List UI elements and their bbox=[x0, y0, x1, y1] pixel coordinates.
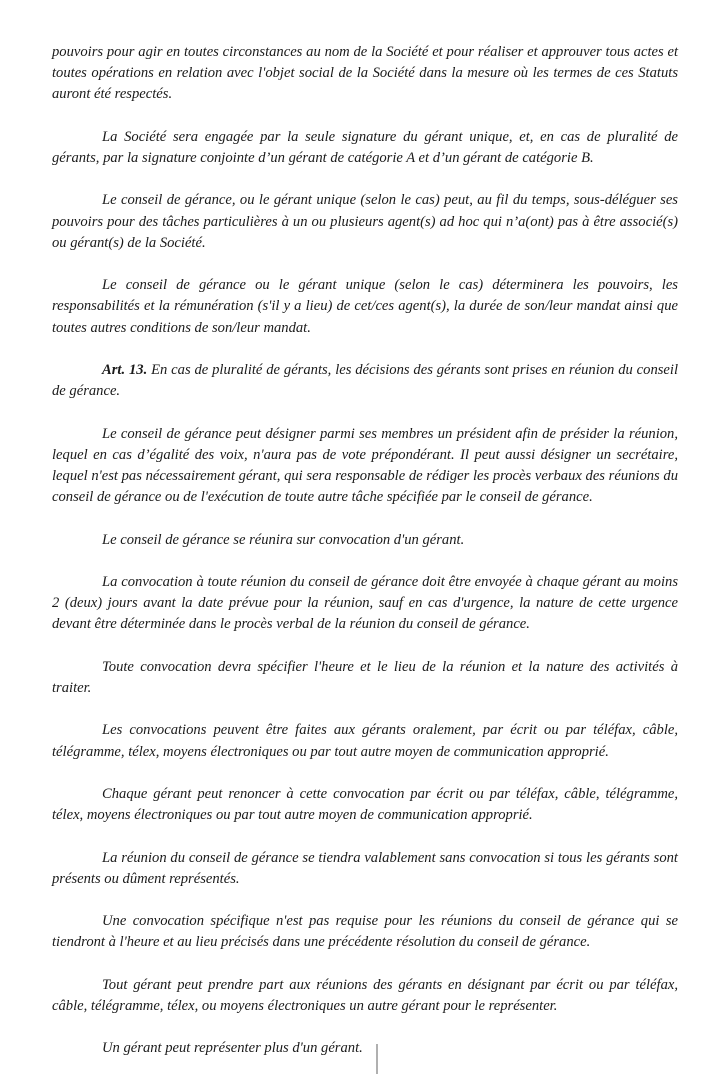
paragraph-continuation: pouvoirs pour agir en toutes circonstances au nom de la Société et pour réaliser et approuver tous actes et toutes opérations en relation avec l'objet social de la Société dans la mesure où les termes de ces Statuts auront été respectés. bbox=[52, 44, 678, 103]
paragraph-agent-powers: Le conseil de gérance ou le gérant unique (selon le cas) déterminera les pouvoirs, les responsabilités et la rémunération (s'il y a lieu) de cet/ces agent(s), la durée de son/leur mandat ainsi que toutes autres conditions de son/leur mandat. bbox=[52, 277, 678, 336]
paragraph-convocation-content: Toute convocation devra spécifier l'heure et le lieu de la réunion et la nature des activités à traiter. bbox=[52, 658, 678, 696]
paragraph-president: Le conseil de gérance peut désigner parmi ses membres un président afin de présider la réunion, lequel en cas d’égalité des voix, n'aura pas de vote prépondérant. Il peut aussi désigner un secrétaire, lequel n'est pas nécessairement gérant, qui sera responsable de rédiger les procès verbaux des réunions du conseil de gérance ou de l'exécution de toute autre tâche spécifiée par le conseil de gérance. bbox=[52, 425, 678, 506]
article-13-text: En cas de pluralité de gérants, les décisions des gérants sont prises en réunion du conseil de gérance. bbox=[52, 361, 679, 400]
document-body bbox=[52, 42, 678, 1060]
paragraph-valid-meeting: La réunion du conseil de gérance se tiendra valablement sans convocation si tous les gérants sont présents ou dûment représentés. bbox=[52, 849, 678, 887]
paragraph-waiver: Chaque gérant peut renoncer à cette convocation par écrit ou par téléfax, câble, télégramme, télex, moyens électroniques ou par tout autre moyen de communication approprié. bbox=[52, 785, 678, 824]
paragraph-article-13 bbox=[52, 360, 678, 402]
article-label: Art. 13. bbox=[102, 361, 148, 378]
paragraph-sub-delegation: Le conseil de gérance, ou le gérant unique (selon le cas) peut, au fil du temps, sous-déléguer ses pouvoirs pour des tâches particulières à un ou plusieurs agent(s) ad hoc qui n’a(ont) pas à être associé(s) ou gérant(s) de la Société. bbox=[52, 192, 678, 251]
paragraph-proxy: Tout gérant peut prendre part aux réunions des gérants en désignant par écrit ou par téléfax, câble, télégramme, télex, ou moyens électroniques un autre gérant pour le représenter. bbox=[52, 976, 678, 1014]
paragraph-signature: La Société sera engagée par la seule signature du gérant unique, et, en cas de pluralité de gérants, par la signature conjointe d’un gérant de catégorie A et d’un gérant de catégorie B. bbox=[52, 128, 678, 166]
paragraph-convocation-means: Les convocations peuvent être faites aux gérants oralement, par écrit ou par téléfax, câble, télégramme, télex, moyens électroniques ou par tout autre moyen de communication approprié. bbox=[52, 722, 678, 760]
handwritten-mark bbox=[376, 1044, 378, 1074]
paragraph-convocation-call: Le conseil de gérance se réunira sur convocation d'un gérant. bbox=[102, 531, 465, 548]
paragraph-multiple-proxy: Un gérant peut représenter plus d'un gérant. bbox=[102, 1040, 363, 1057]
paragraph-convocation-notice: La convocation à toute réunion du conseil de gérance doit être envoyée à chaque gérant au moins 2 (deux) jours avant la date prévue pour la réunion, sauf en cas d'urgence, la nature de cette urgence devant être déterminée dans le procès verbal de la réunion du conseil de gérance. bbox=[52, 573, 678, 633]
paragraph-specific-convocation: Une convocation spécifique n'est pas requise pour les réunions du conseil de gérance qui se tiendront à l'heure et au lieu précisés dans une précédente résolution du conseil de gérance. bbox=[52, 913, 678, 951]
